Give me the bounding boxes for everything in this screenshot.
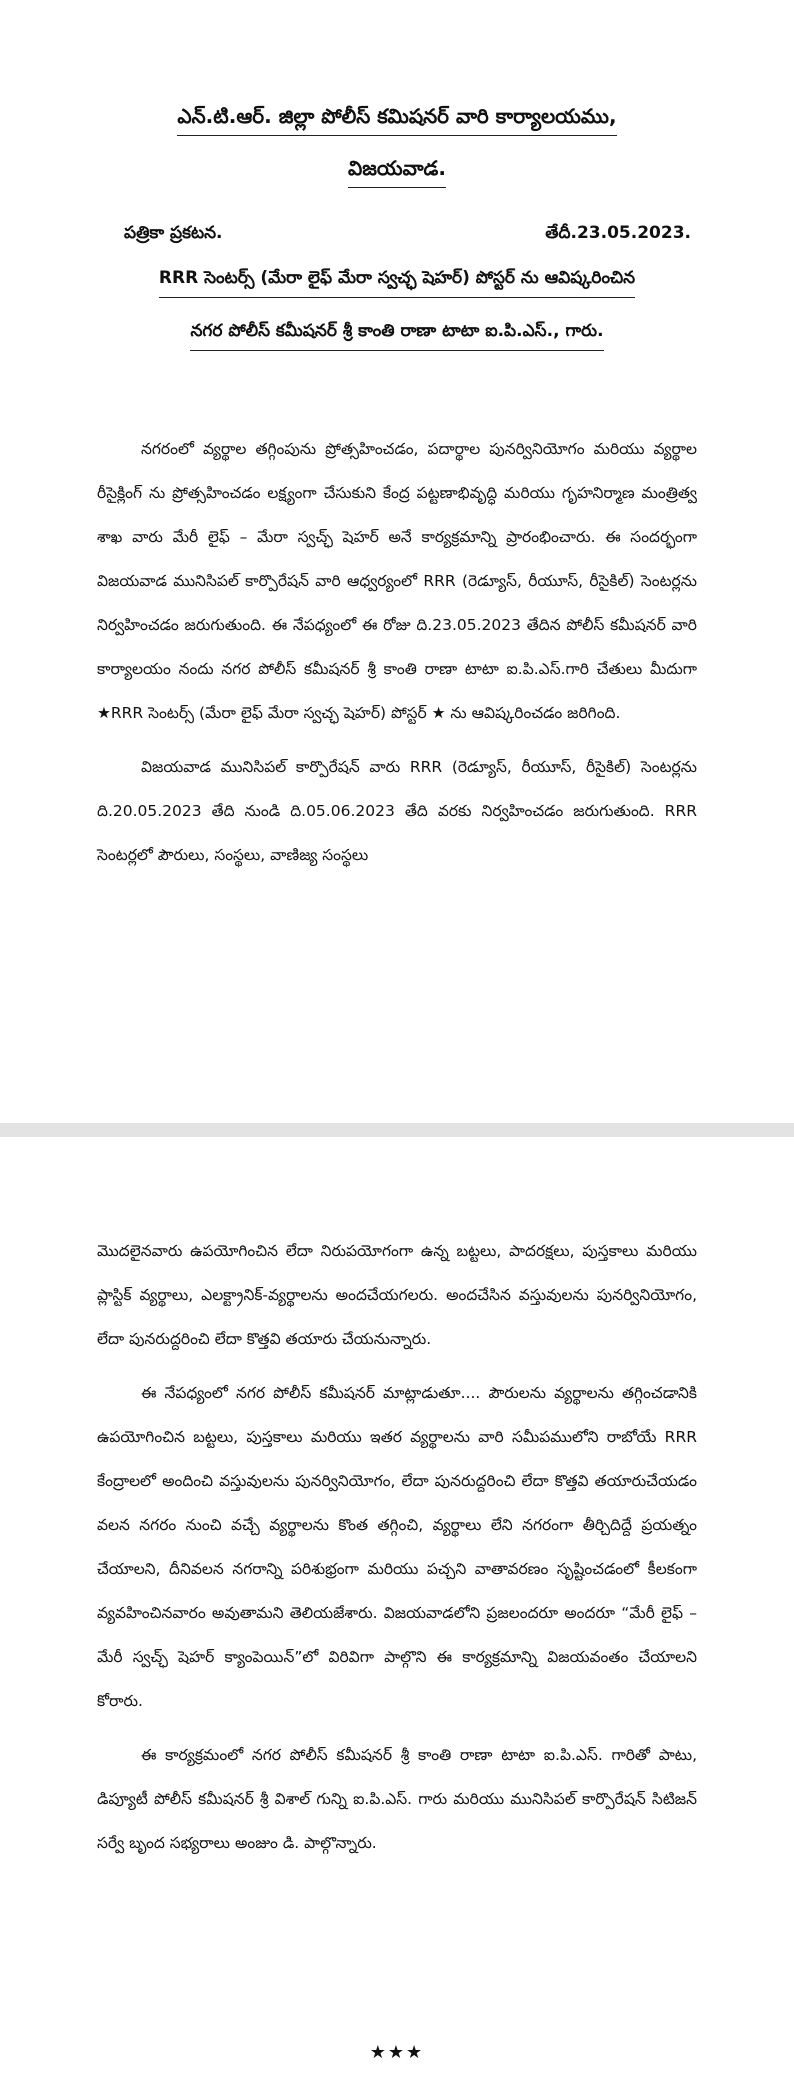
press-release-row: [124, 219, 691, 247]
paragraph-3: ఈ నేపధ్యంలో నగర పోలీస్ కమీషనర్ మాట్లాడుతూ.... పౌరులను వ్యర్థాలను తగ్గించడానికి ఉపయోగించిన బట్టలు, పుస్తకాలు మరియు ఇతర వ్యర్థాలను వారి సమీపములోని రాబోయే RRR కేంద్రాలలో అందించి వస్తువులను పునర్వినియోగం, లేదా పునరుద్దరించి లేదా కొత్తవి తయారుచేయడం వలన నగరం నుంచి వచ్చే వ్యర్థాలను కొంత తగ్గించి, వ్యర్థాలు లేని నగరంగా తీర్చిదిద్దే ప్రయత్నం చేయాలని, దీనివలన నగరాన్ని పరిశుభ్రంగా మరియు పచ్చని వాతావరణం సృష్టించడంలో కీలకంగా వ్యవహించినవారం అవుతామని తెలియజేశారు. విజయవాడలోని ప్రజలందరూ అందరూ “మేరీ లైఫ్ – మేరీ స్వచ్ఛ్ షెహర్ క్యాంపెయిన్”లో విరివిగా పాల్గొని ఈ కార్యక్రమాన్ని విజయవంతం చేయాలని కోరారు.: [97, 1384, 697, 1710]
press-release-label: పత్రికా ప్రకటన.: [124, 223, 223, 243]
press-release-date: తేదీ.23.05.2023.: [545, 223, 691, 243]
paragraph-2-start: విజయవాడ మునిసిపల్ కార్పొరేషన్ వారు RRR (రెడ్యూస్, రీయూస్, రీసైకిల్) సెంటర్లను ది.20.05.2023 తేది నుండి ది.05.06.2023 తేది వరకు నిర్వహించడం జరుగుతుంది. RRR సెంటర్లలో పౌరులు, సంస్థలు, వాణిజ్య సంస్థలు: [97, 758, 697, 864]
headline-line-2: నగర పోలీస్ కమీషనర్ శ్రీ కాంతి రాణా టాటా ఐ.పి.ఎస్., గారు.: [0, 316, 794, 351]
paragraph-4: ఈ కార్యక్రమంలో నగర పోలీస్ కమీషనర్ శ్రీ కాంతి రాణా టాటా ఐ.పి.ఎస్. గారితో పాటు, డిప్యూటీ పోలీస్ కమీషనర్ శ్రీ విశాల్ గున్ని ఐ.పి.ఎస్. గారు మరియు మునిసిపల్ కార్పొరేషన్ సిటిజన్ సర్వే బృంద సభ్యరాలు అంజుం డి. పాల్గొన్నారు.: [97, 1746, 697, 1852]
headline-line-1: RRR సెంటర్స్ (మేరా లైఫ్ మేరా స్వచ్ఛ షెహర్) పోస్టర్ ను ఆవిష్కరించిన: [0, 263, 794, 298]
end-stars: ★★★: [369, 2042, 425, 2063]
office-title-line-1: ఎన్.టి.ఆర్. జిల్లా పోలీస్ కమిషనర్ వారి కార్యాలయము,: [0, 101, 794, 136]
body-page-2: [97, 1229, 697, 1875]
office-title-line-2: విజయవాడ.: [0, 153, 794, 188]
paragraph-2-continued: మొదలైనవారు ఉపయోగించిన లేదా నిరుపయోగంగా ఉన్న బట్టలు, పాదరక్షలు, పుస్తకాలు మరియు ప్లాస్టిక్ వ్యర్థాలు, ఎలక్ట్రానిక్-వ్యర్థాలను అందచేయగలరు. అందచేసిన వస్తువులను పునర్వినియోగం, లేదా పునరుద్దరించి లేదా కొత్తవి తయారు చేయనున్నారు.: [97, 1242, 697, 1348]
body-page-1: [97, 427, 697, 887]
paragraph-1: నగరంలో వ్యర్థాల తగ్గింపును ప్రోత్సహించడం, పదార్థాల పునర్వినియోగం మరియు వ్యర్థాల రీసైక్లింగ్ ను ప్రోత్సహించడం లక్ష్యంగా చేసుకుని కేంద్ర పట్టణాభివృద్ధి మరియు గృహనిర్మాణ మంత్రిత్వ శాఖ వారు మేరీ లైఫ్ – మేరా స్వచ్ఛ్ షెహర్ అనే కార్యక్రమాన్ని ప్రారంభించారు. ఈ సందర్భంగా విజయవాడ మునిసిపల్ కార్పొరేషన్ వారి ఆధ్వర్యంలో RRR (రెడ్యూస్, రీయూస్, రీసైకిల్) సెంటర్లను నిర్వహించడం జరుగుతుంది. ఈ నేపధ్యంలో ఈ రోజు ది.23.05.2023 తేదిన పోలీస్ కమీషనర్ వారి కార్యాలయం నందు నగర పోలీస్ కమీషనర్ శ్రీ కాంతి రాణా టాటా ఐ.పి.ఎస్.గారి చేతులు మీదుగా ★RRR సెంటర్స్ (మేరా లైఫ్ మేరా స్వచ్ఛ షెహర్) పోస్టర్ ★ ను ఆవిష్కరించడం జరిగింది.: [97, 440, 697, 722]
